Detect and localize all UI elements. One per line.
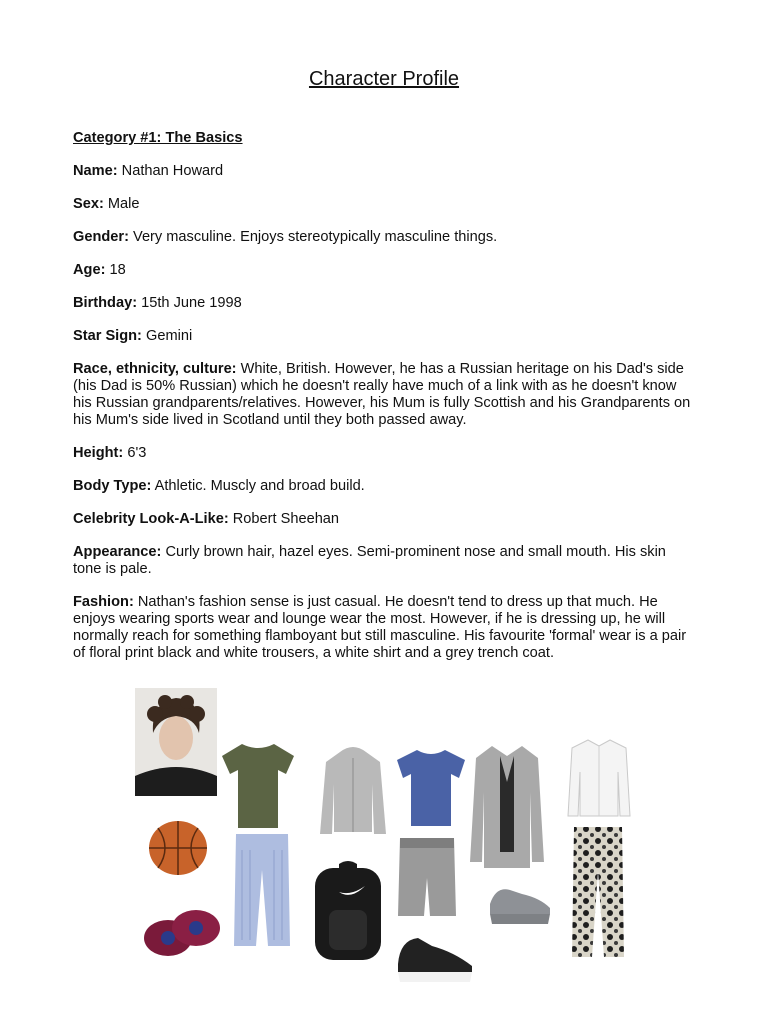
field-sex [73, 196, 698, 213]
field-label: Race, ethnicity, culture: [73, 361, 237, 377]
field-appearance [73, 544, 698, 578]
blue-tshirt [395, 746, 467, 828]
field-name [73, 163, 698, 180]
grey-trench-coat [468, 742, 546, 870]
field-label: Name: [73, 163, 118, 179]
white-shirt [566, 736, 632, 818]
field-label: Age: [73, 262, 106, 278]
field-birthday [73, 295, 698, 312]
green-tshirt [220, 740, 296, 830]
field-label: Star Sign: [73, 328, 142, 344]
field-value: White, British. However, he has a Russian heritage on his Dad's side (his Dad is 50% Russian) which he doesn't really have much of a link with as he doesn't know his Russian grandparents/relatives. However, his Mum is fully Scottish and his Grandparents on his Mum's side lived in Scotland until they both passed away. [73, 361, 691, 428]
field-value: Very masculine. Enjoys stereotypically masculine things. [133, 229, 498, 245]
field-label: Height: [73, 445, 124, 461]
field-fashion [73, 594, 698, 662]
field-celebrity-look-a-like [73, 511, 698, 528]
field-label: Fashion: [73, 594, 134, 610]
field-label: Celebrity Look-A-Like: [73, 511, 229, 527]
field-value: Nathan's fashion sense is just casual. He doesn't tend to dress up that much. He enjoys wearing sports wear and lounge wear the most. However, if he is dressing up, he will normally reach for something flamboyant but still masculine. His favourite 'formal' wear is a pair of floral print black and white trousers, a white shirt and a grey trench coat. [73, 594, 687, 661]
field-body-type [73, 478, 698, 495]
field-value: Gemini [145, 328, 193, 344]
field-label: Body Type: [73, 478, 152, 494]
black-backpack [305, 858, 391, 962]
portrait-photo [135, 688, 217, 796]
blue-pyjama-trousers [232, 830, 292, 950]
grey-hoodie [318, 744, 388, 836]
category-heading: Category #1: The Basics [73, 130, 243, 146]
field-gender [73, 229, 698, 246]
field-value: Nathan Howard [121, 163, 224, 179]
field-label: Birthday: [73, 295, 138, 311]
field-label: Sex: [73, 196, 104, 212]
field-value: Curly brown hair, hazel eyes. Semi-prominent nose and small mouth. His skin tone is pale. [73, 544, 666, 577]
grey-shorts [396, 834, 458, 918]
black-trainers [396, 934, 476, 984]
profile-content [73, 130, 698, 678]
grey-sneakers [488, 884, 552, 926]
field-label: Gender: [73, 229, 129, 245]
field-value: Robert Sheehan [232, 511, 340, 527]
field-race-ethnicity-culture [73, 361, 698, 429]
fashion-collage [120, 680, 640, 990]
slippers [142, 904, 222, 960]
field-star-sign [73, 328, 698, 345]
page-title: Character Profile [308, 68, 460, 90]
field-value: Athletic. Muscly and broad build. [154, 478, 365, 494]
field-value: Male [107, 196, 140, 212]
basketball [148, 820, 208, 876]
field-label: Appearance: [73, 544, 162, 560]
field-value: 6'3 [127, 445, 147, 461]
field-value: 15th June 1998 [141, 295, 242, 311]
field-height [73, 445, 698, 462]
floral-trousers [570, 825, 626, 959]
field-value: 18 [109, 262, 126, 278]
field-age [73, 262, 698, 279]
